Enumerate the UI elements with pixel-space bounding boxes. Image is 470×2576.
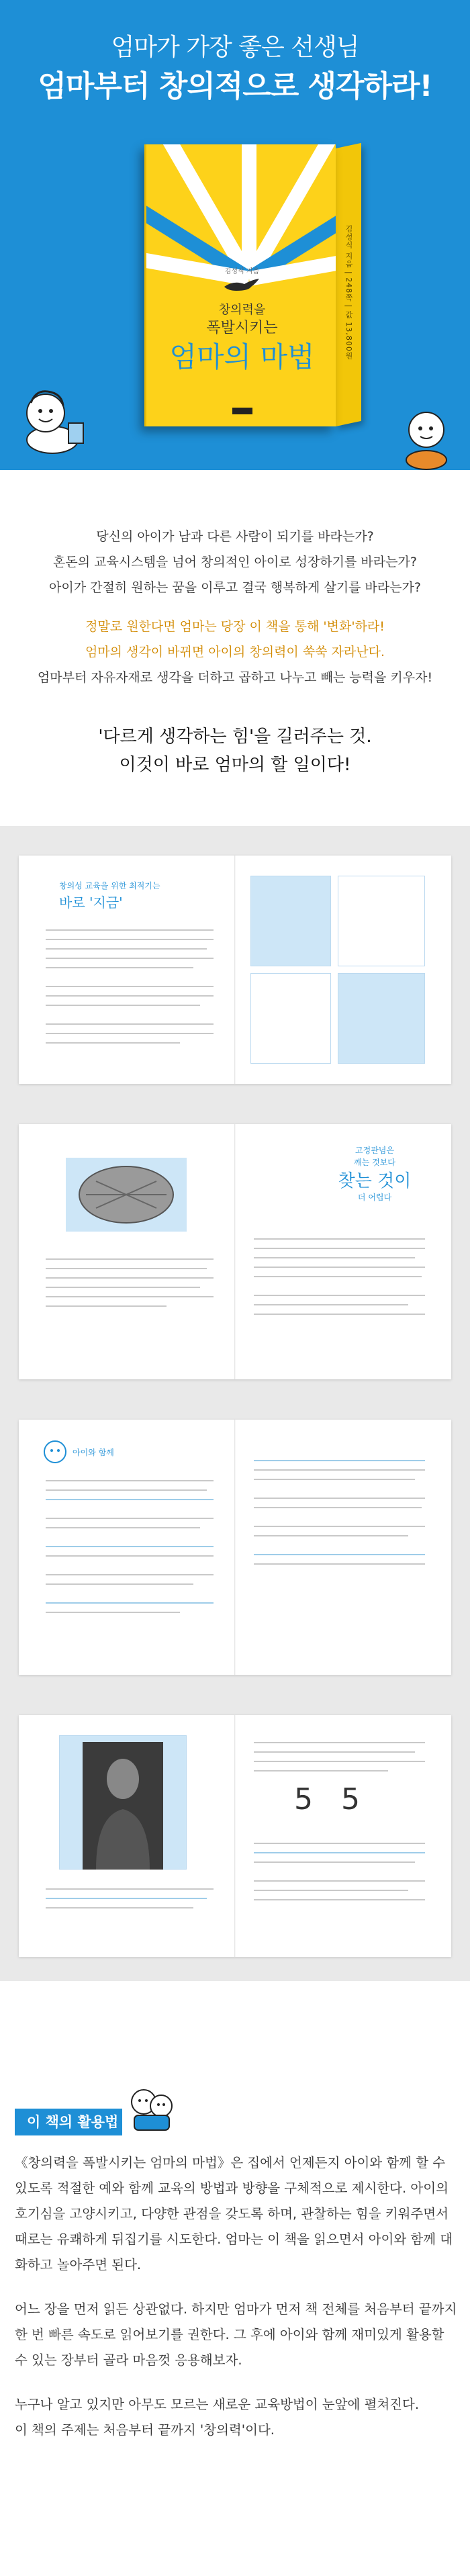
text-line — [46, 948, 207, 950]
hero-headline: 엄마부터 창의적으로 생각하라! — [38, 69, 432, 103]
text-line — [254, 1469, 425, 1471]
sample-pages-section — [0, 826, 470, 1981]
magic-lamp-icon — [222, 276, 262, 292]
text-line — [254, 1535, 408, 1536]
text-line — [254, 1257, 415, 1258]
text-line — [254, 1751, 415, 1753]
sample-spread-4 — [19, 1715, 451, 1957]
text-line — [46, 958, 214, 959]
text-line — [46, 1555, 214, 1557]
text-line — [46, 1287, 200, 1288]
usage-paragraph-3a: 누구나 알고 있지만 아무도 모르는 새로운 교육방법이 눈앞에 펼쳐진다. — [15, 2397, 420, 2412]
text-line — [46, 1546, 214, 1547]
intro-question-2: 혼돈의 교육시스템을 넘어 창의적인 아이로 성장하기를 바라는가? — [53, 555, 417, 569]
text-line — [254, 1267, 425, 1268]
book-spine-text: 김성식 지음 | 248쪽 | 값 13,800원 — [344, 225, 353, 360]
mona-lisa-illustration — [83, 1742, 163, 1870]
spread-gutter — [234, 1715, 236, 1957]
text-line — [46, 1258, 214, 1260]
shell-illustration — [59, 1151, 193, 1238]
spread1-heading-big: 바로 '지금' — [59, 894, 123, 911]
publisher-logo — [232, 408, 252, 414]
text-line — [254, 1742, 425, 1743]
hero-tagline: 엄마가 가장 좋은 선생님 — [111, 34, 359, 61]
hero-section — [0, 0, 470, 470]
text-line — [254, 1563, 425, 1565]
text-line — [254, 1248, 425, 1249]
text-line — [254, 1507, 422, 1508]
text-line — [46, 1518, 214, 1519]
text-line — [46, 1489, 207, 1491]
text-line — [254, 1526, 425, 1527]
number-five-left: 5 — [294, 1782, 313, 1816]
text-line — [254, 1554, 425, 1555]
intro-question-3: 아이가 간절히 원하는 꿈을 이루고 결국 행복하게 살기를 바라는가? — [49, 580, 421, 595]
spread3-label: 아이와 함께 — [73, 1448, 114, 1457]
text-line — [254, 1238, 425, 1240]
text-line — [254, 1460, 425, 1461]
text-line — [46, 1499, 214, 1500]
kids-mascot-icon — [125, 2075, 179, 2135]
intro-plain-line: 엄마부터 자유자재로 생각을 더하고 곱하고 나누고 빼는 능력을 키우자! — [37, 670, 433, 685]
cover-title-line1: 창의력을 — [218, 303, 266, 317]
text-line — [254, 1761, 425, 1762]
text-line — [46, 1583, 193, 1585]
book-image — [144, 144, 359, 426]
text-line — [254, 1314, 425, 1315]
text-line — [46, 1005, 200, 1006]
text-line — [254, 1890, 408, 1891]
text-line — [46, 1033, 214, 1034]
text-line — [46, 1907, 193, 1908]
text-line — [254, 1843, 425, 1844]
text-line — [46, 1296, 214, 1297]
text-line — [46, 1574, 214, 1575]
sample-spread-3 — [19, 1420, 451, 1675]
kid-face-icon — [42, 1438, 68, 1465]
comic-panel-1 — [250, 876, 331, 966]
book-cover — [144, 144, 336, 426]
text-line — [46, 967, 193, 968]
intro-section — [0, 470, 470, 826]
text-line — [46, 1305, 167, 1307]
boy-mascot-left — [12, 376, 93, 457]
cover-title-line3: 엄마의 마법 — [169, 340, 315, 373]
spread-gutter — [234, 1124, 236, 1379]
text-line — [46, 1277, 214, 1279]
text-line — [46, 1898, 207, 1899]
text-line — [46, 986, 214, 987]
sample-spread-2 — [19, 1124, 451, 1379]
text-line — [46, 1042, 180, 1044]
intro-closing-1: '다르게 생각하는 힘'을 길러주는 것. — [98, 727, 372, 747]
text-line — [254, 1852, 425, 1853]
sample-spread-1 — [19, 856, 451, 1084]
text-line — [46, 939, 214, 940]
text-line — [254, 1304, 408, 1305]
text-line — [254, 1899, 425, 1900]
spread-gutter — [234, 856, 236, 1084]
text-line — [46, 995, 214, 997]
text-line — [46, 1612, 180, 1613]
text-line — [254, 1770, 388, 1772]
text-line — [254, 1861, 415, 1863]
text-line — [46, 1268, 207, 1269]
intro-highlight-1: 정말로 원한다면 엄마는 당장 이 책을 통해 '변화'하라! — [85, 619, 385, 634]
text-line — [46, 1602, 214, 1604]
text-line — [46, 1480, 214, 1481]
spread2-heading-mid: 깨는 것보다 — [354, 1158, 395, 1167]
intro-highlight-2: 엄마의 생각이 바뀌면 아이의 창의력이 쑥쑥 자라난다. — [85, 645, 385, 659]
intro-question-1: 당신의 아이가 남과 다른 사람이 되기를 바라는가? — [96, 529, 374, 544]
boy-mascot-right — [389, 403, 463, 470]
text-line — [46, 1888, 214, 1890]
text-line — [254, 1479, 415, 1480]
comic-panel-3 — [250, 973, 331, 1064]
cover-author: 김성식 지음 — [224, 268, 260, 275]
text-line — [46, 929, 214, 931]
usage-paragraph-1: 《창의력을 폭발시키는 엄마의 마법》은 집에서 언제든지 아이와 함께 할 수 있도록 적절한 예와 함께 교육의 방법과 방향을 구체적으로 제시한다. 아이의 호기심을 고양시키고, 다양한 관점을 갖도록 하며, 관찰하는 힘을 키워주면서 때로는 유쾌하게 뒤집기를 시도한다. 엄마는 이 책을 읽으면서 아이와 함께 대화하고 놀아주면 된다. — [15, 2155, 453, 2272]
spread2-heading-end: 더 어렵다 — [357, 1193, 392, 1202]
spread-gutter — [234, 1420, 236, 1675]
text-line — [46, 1023, 214, 1025]
usage-paragraph-2: 어느 장을 먼저 읽든 상관없다. 하지만 엄마가 먼저 책 전체를 처음부터 끝까지 한 번 빠른 속도로 읽어보기를 권한다. 그 후에 아이와 함께 재미있게 활용할 수 있는 장부터 골라 마음껏 응용해보자. — [15, 2301, 457, 2368]
text-line — [46, 1527, 200, 1528]
text-line — [254, 1498, 425, 1499]
spread2-heading-small: 고정관념은 — [355, 1146, 394, 1155]
text-line — [254, 1295, 425, 1296]
comic-panel-4 — [338, 973, 425, 1064]
number-five-right: 5 — [341, 1782, 360, 1816]
spread2-heading-big: 찾는 것이 — [338, 1171, 412, 1191]
spread1-heading-small: 창의성 교육을 위한 최적기는 — [59, 881, 160, 890]
text-line — [254, 1880, 425, 1882]
usage-paragraph-3b: 이 책의 주제는 처음부터 끝까지 '창의력'이다. — [15, 2422, 275, 2438]
usage-section — [0, 1981, 470, 2576]
intro-closing-2: 이것이 바로 엄마의 할 일이다! — [119, 755, 351, 775]
text-line — [254, 1276, 422, 1277]
cover-title-line2: 폭발시키는 — [206, 320, 278, 336]
usage-tag: 이 책의 활용법 — [15, 2109, 122, 2135]
comic-panel-2 — [338, 876, 425, 966]
